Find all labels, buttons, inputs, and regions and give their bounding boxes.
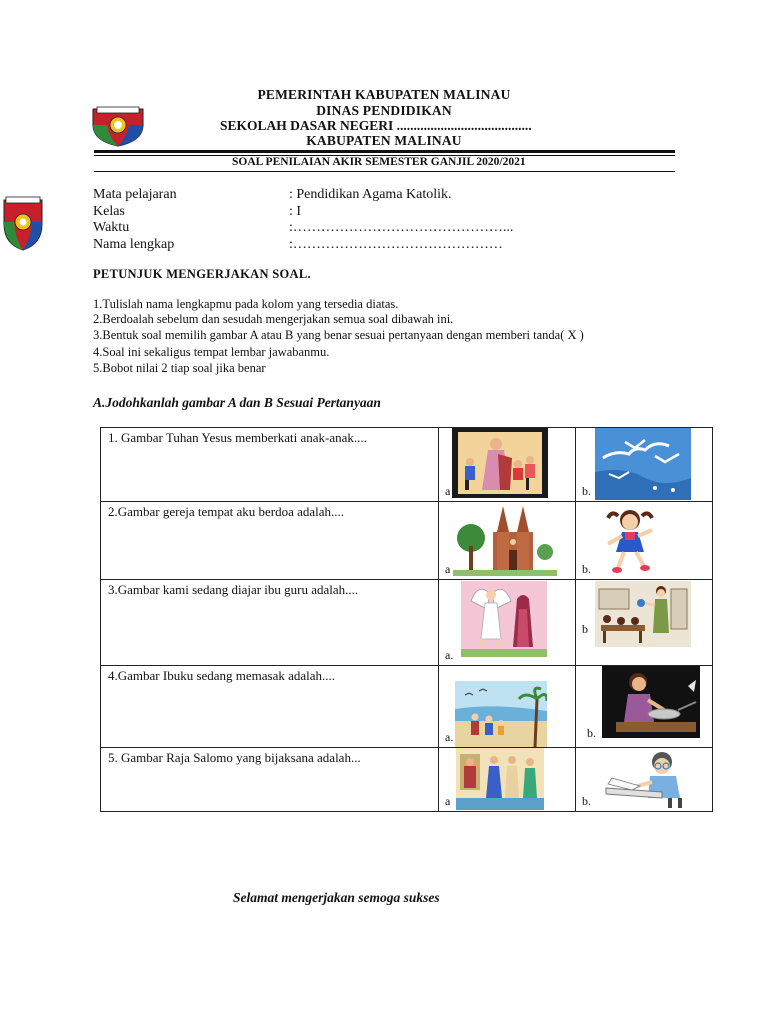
- info-subject-value: : Pendidikan Agama Katolik.: [289, 187, 452, 202]
- option-a-label: a: [445, 562, 451, 576]
- king-solomon-picture: [456, 748, 544, 810]
- section-title: A.Jodohkanlah gambar A dan B Sesuai Pertanyaan: [93, 395, 381, 410]
- option-b-label: b.: [582, 562, 591, 576]
- boy-writing-picture: [602, 748, 694, 810]
- info-subject-label: Mata pelajaran: [93, 187, 177, 202]
- option-b-label: b.: [582, 794, 591, 808]
- option-a-cell[interactable]: [439, 580, 576, 666]
- question-text: 1. Gambar Tuhan Yesus memberkati anak-anak....: [101, 428, 439, 502]
- option-a-cell[interactable]: [439, 666, 576, 748]
- question-row: [101, 580, 713, 666]
- option-a-label: a.: [445, 648, 454, 662]
- info-time-value: :………………………………………...: [289, 220, 514, 235]
- header-school: SEKOLAH DASAR NEGERI ........................................: [220, 118, 532, 133]
- info-name-value: :………………………………………: [289, 237, 503, 252]
- question-text: 4.Gambar Ibuku sedang memasak adalah....: [101, 666, 439, 748]
- angel-mary-picture: [461, 581, 547, 657]
- option-b-cell[interactable]: [576, 502, 713, 580]
- option-a-cell[interactable]: [439, 748, 576, 812]
- church-picture: [453, 502, 557, 576]
- closing-message: Selamat mengerjakan semoga sukses: [233, 890, 440, 905]
- instructions-title: PETUNJUK MENGERJAKAN SOAL.: [93, 267, 311, 281]
- option-a-cell[interactable]: [439, 428, 576, 502]
- option-b-label: b.: [587, 726, 596, 740]
- info-class-label: Kelas: [93, 204, 125, 219]
- instruction-item: 1.Tulislah nama lengkapmu pada kolom yang tersedia diatas.: [93, 297, 399, 311]
- mother-cooking-picture: [602, 666, 700, 738]
- question-row: [101, 502, 713, 580]
- teacher-classroom-picture: [595, 581, 691, 647]
- question-row: [101, 748, 713, 812]
- info-time-label: Waktu: [93, 220, 130, 235]
- district-logo-side: [1, 194, 45, 252]
- girl-running-picture: [598, 506, 662, 576]
- header-rule-thick: [94, 150, 675, 153]
- instruction-item: 5.Bobot nilai 2 tiap soal jika benar: [93, 361, 266, 375]
- question-text: 5. Gambar Raja Salomo yang bijaksana adalah...: [101, 748, 439, 812]
- question-row: [101, 666, 713, 748]
- questions-table: [100, 427, 713, 812]
- jesus-children-picture: [452, 428, 548, 498]
- option-a-label: a: [445, 484, 451, 498]
- option-b-cell[interactable]: [576, 428, 713, 502]
- info-name-label: Nama lengkap: [93, 237, 175, 252]
- instruction-item: 3.Bentuk soal memilih gambar A atau B yang benar sesuai pertanyaan dengan memberi tanda( X ): [93, 328, 584, 342]
- exam-title: SOAL PENILAIAN AKIR SEMESTER GANJIL 2020/2021: [232, 156, 526, 168]
- option-b-label: b.: [582, 484, 591, 498]
- option-a-label: a.: [445, 730, 454, 744]
- instruction-item: 4.Soal ini sekaligus tempat lembar jawabanmu.: [93, 345, 330, 359]
- option-a-cell[interactable]: [439, 502, 576, 580]
- option-b-label: b: [582, 622, 588, 636]
- option-a-label: a: [445, 794, 451, 808]
- beach-family-picture: [455, 681, 547, 747]
- instruction-item: 2.Berdoalah sebelum dan sesudah mengerjakan semua soal dibawah ini.: [93, 312, 454, 326]
- header-department: DINAS PENDIDIKAN: [316, 103, 452, 118]
- question-text: 3.Gambar kami sedang diajar ibu guru adalah....: [101, 580, 439, 666]
- info-class-value: : I: [289, 204, 302, 219]
- header-government: PEMERINTAH KABUPATEN MALINAU: [257, 87, 511, 102]
- option-b-cell[interactable]: [576, 666, 713, 748]
- header-regency: KABUPATEN MALINAU: [306, 133, 462, 148]
- option-b-cell[interactable]: [576, 748, 713, 812]
- option-b-cell[interactable]: [576, 580, 713, 666]
- birds-sky-picture: [595, 428, 691, 500]
- question-text: 2.Gambar gereja tempat aku berdoa adalah....: [101, 502, 439, 580]
- question-row: [101, 428, 713, 502]
- exam-title-rule: [94, 171, 675, 172]
